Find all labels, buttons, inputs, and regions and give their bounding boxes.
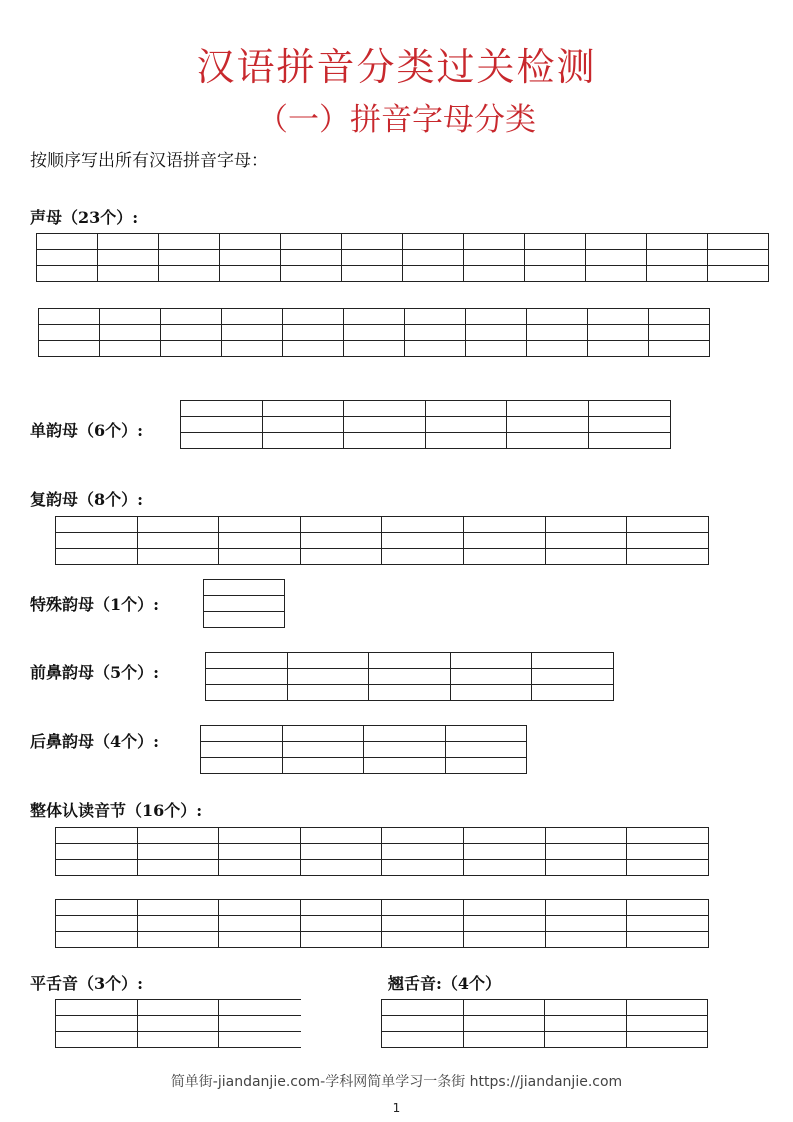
writing-cell xyxy=(627,827,709,876)
page-title: 汉语拼音分类过关检测 xyxy=(196,45,597,89)
dan-yunmu-grid xyxy=(180,400,671,449)
writing-cell xyxy=(451,652,533,701)
writing-cell xyxy=(100,308,161,357)
qianbi-yunmu-label: 前鼻韵母（5个）: xyxy=(30,663,160,682)
writing-cell xyxy=(201,725,283,774)
writing-cell xyxy=(507,400,589,449)
writing-cell xyxy=(382,827,464,876)
writing-cell xyxy=(98,233,159,282)
writing-cell xyxy=(56,999,138,1048)
writing-cell xyxy=(138,899,220,948)
writing-cell xyxy=(206,652,288,701)
instruction-text: 按顺序写出所有汉语拼音字母： xyxy=(30,151,268,171)
writing-cell xyxy=(301,827,383,876)
page-number: 1 xyxy=(392,1101,401,1115)
shengmu-label: 声母（23个）: xyxy=(30,208,139,227)
writing-cell xyxy=(56,516,138,565)
writing-cell xyxy=(708,233,769,282)
writing-cell xyxy=(589,400,671,449)
writing-cell xyxy=(56,899,138,948)
writing-cell xyxy=(627,899,709,948)
writing-cell xyxy=(159,233,220,282)
houbi-yunmu-grid xyxy=(200,725,527,774)
writing-cell xyxy=(204,579,285,628)
writing-cell xyxy=(525,233,586,282)
writing-cell xyxy=(283,725,365,774)
zhengti-grid-row2 xyxy=(55,899,709,948)
writing-cell xyxy=(382,999,464,1048)
zhengti-label: 整体认读音节（16个）: xyxy=(30,801,203,820)
pingshe-grid xyxy=(55,999,301,1048)
writing-cell xyxy=(527,308,588,357)
writing-cell xyxy=(464,827,546,876)
writing-cell xyxy=(37,233,98,282)
writing-cell xyxy=(382,516,464,565)
writing-cell xyxy=(546,516,628,565)
writing-cell xyxy=(405,308,466,357)
writing-cell xyxy=(263,400,345,449)
writing-cell xyxy=(342,233,403,282)
writing-cell xyxy=(56,827,138,876)
teshu-yunmu-label: 特殊韵母（1个）: xyxy=(30,595,160,614)
shengmu-grid-row2 xyxy=(38,308,710,357)
dan-yunmu-label: 单韵母（6个）: xyxy=(30,421,144,440)
writing-cell xyxy=(161,308,222,357)
writing-cell xyxy=(219,999,301,1048)
writing-cell xyxy=(426,400,508,449)
writing-cell xyxy=(220,233,281,282)
qiaoshe-grid xyxy=(381,999,708,1048)
writing-cell xyxy=(588,308,649,357)
writing-cell xyxy=(138,827,220,876)
writing-cell xyxy=(649,308,710,357)
zhengti-grid-row1 xyxy=(55,827,709,876)
writing-cell xyxy=(647,233,708,282)
fu-yunmu-grid xyxy=(55,516,709,565)
teshu-yunmu-grid xyxy=(203,579,285,628)
page-subtitle: （一）拼音字母分类 xyxy=(257,102,536,138)
writing-cell xyxy=(369,652,451,701)
writing-cell xyxy=(281,233,342,282)
pingshe-label: 平舌音（3个）: xyxy=(30,974,144,993)
writing-cell xyxy=(219,827,301,876)
writing-cell xyxy=(382,899,464,948)
writing-cell xyxy=(344,308,405,357)
writing-cell xyxy=(627,516,709,565)
footer-text: 简单街-jiandanjie.com-学科网简单学习一条街 https://jiandanjie.com xyxy=(170,1074,623,1090)
writing-cell xyxy=(466,308,527,357)
writing-cell xyxy=(627,999,709,1048)
fu-yunmu-label: 复韵母（8个）: xyxy=(30,490,144,509)
writing-cell xyxy=(364,725,446,774)
qianbi-yunmu-grid xyxy=(205,652,614,701)
shengmu-grid-row1 xyxy=(36,233,769,282)
writing-cell xyxy=(446,725,528,774)
writing-cell xyxy=(403,233,464,282)
writing-cell xyxy=(464,516,546,565)
writing-cell xyxy=(138,516,220,565)
writing-cell xyxy=(222,308,283,357)
qiaoshe-label: 翘舌音:（4个） xyxy=(388,974,502,993)
writing-cell xyxy=(219,899,301,948)
writing-cell xyxy=(301,516,383,565)
writing-cell xyxy=(39,308,100,357)
writing-cell xyxy=(464,899,546,948)
writing-cell xyxy=(138,999,220,1048)
writing-cell xyxy=(301,899,383,948)
writing-cell xyxy=(288,652,370,701)
writing-cell xyxy=(283,308,344,357)
writing-cell xyxy=(219,516,301,565)
writing-cell xyxy=(344,400,426,449)
writing-cell xyxy=(586,233,647,282)
writing-cell xyxy=(532,652,614,701)
writing-cell xyxy=(464,233,525,282)
houbi-yunmu-label: 后鼻韵母（4个）: xyxy=(30,732,160,751)
writing-cell xyxy=(545,999,627,1048)
writing-cell xyxy=(464,999,546,1048)
writing-cell xyxy=(181,400,263,449)
writing-cell xyxy=(546,899,628,948)
writing-cell xyxy=(546,827,628,876)
